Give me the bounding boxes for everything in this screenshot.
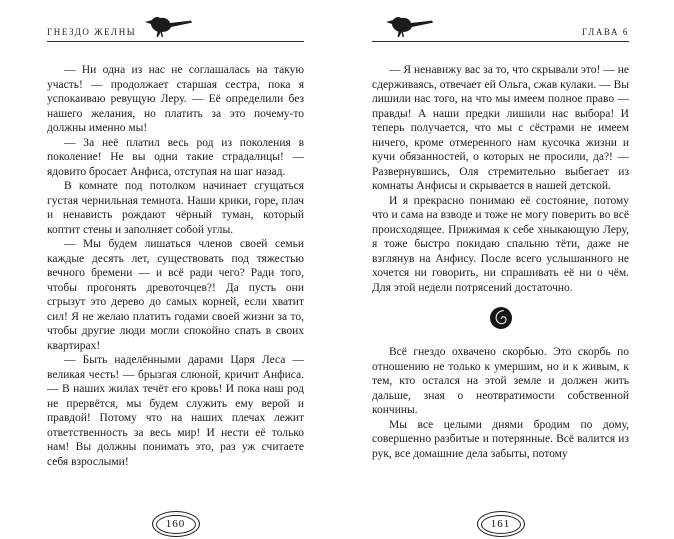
page-number-badge [477,511,525,537]
chapter-title: ГЛАВА 6 [581,27,629,37]
page-header-left [47,12,304,42]
paragraph: — Быть наделёнными дарами Царя Леса — великая честь! — брызгая слюной, кричит Анфиса. — В наших жилах течёт его кровь! И пока наш род не прервётся, мы будем служить ему верой и правдой! Потому что на наших плечах лежит ответственность за весь мир! И нести её только нам! Вы должны понимать это, раз уж считаете себя взрослыми! [47,354,304,468]
bird-icon [143,15,195,42]
running-title: ГНЕЗДО ЖЕЛНЫ [47,27,137,37]
page-body-right [372,63,629,461]
paragraph: — Ни одна из нас не соглашалась на такую участь! — продолжает старшая сестра, пока я успокаиваю ревущую Леру. — Её определили без нашего желания, но платить за это почему-то должны именно мы! [47,64,304,134]
page-number-frame [481,515,521,534]
spiral-ornament-icon [489,306,513,335]
paragraph: Всё гнездо охвачено скорбью. Это скорбь по отношению не только к умершим, но и к живым, к тем, кто остался на этой земле и должен жить дальше, зная о неотвратимости собственной кончины. [372,346,629,416]
page-number: 161 [490,518,511,530]
paragraph: — Мы будем лишаться членов своей семьи каждые десять лет, существовать под тяжестью вечного бремени — и всё ради чего? Ради того, чтобы прогонять древоточцев?! Да пусть они сгрызут это дерево до самых корней, если хватит сил! Я не желаю платить годами своей жизни за то, чтобы другие люди могли спокойно спать в своих квартирах! [47,238,304,352]
paragraph: — Я ненавижу вас за то, что скрывали это! — не сдерживаясь, отвечает ей Ольга, сжав кулаки. — Вы лишили нас того, на что мы имеем полное право — правды! А наши предки лишили нас выбора! И теперь получается, что мы с сёстрами не имеем ничего, кроме отмеренного нам кусочка жизни и кучи обязанностей, о которых не просили, да?! — Развернувшись, Оля стремительно выбегает из комнаты Анфисы и скрывается в нашей детской. [372,64,629,192]
section-separator [372,306,629,335]
page-left [47,12,304,539]
page-right [372,12,629,539]
paragraph: В комнате под потолком начинает сгущаться густая чернильная темнота. Наши крики, горе, плач и ненависть рождают чёрный туман, который коптит стены и заполняет собой углы. [47,180,304,236]
bird-icon [384,15,436,42]
page-header-right [372,12,629,42]
page-number-badge [152,511,200,537]
page-number-frame [156,515,196,534]
paragraph: И я прекрасно понимаю её состояние, потому что и сама на взводе и тоже не могу поверить во всё происходящее. Прижимая к себе хныкающую Леру, я тоже быстро покидаю спальню тёти, даже не взглянув на Анфису. После всего услышанного не хочется ни говорить, ни спрашивать её ни о чём. Для этой недели потрясений достаточно. [372,194,629,294]
paragraph: Мы все целыми днями бродим по дому, совершенно разбитые и потерянные. Всё валится из рук, все домашние дела забыты, потому [372,418,629,460]
paragraph: — За неё платил весь род из поколения в поколение! Не вы одни такие страдалицы! — ядовито бросает Анфиса, отступая на шаг назад. [47,136,304,178]
page-body-left [47,63,304,469]
page-number: 160 [165,518,186,530]
